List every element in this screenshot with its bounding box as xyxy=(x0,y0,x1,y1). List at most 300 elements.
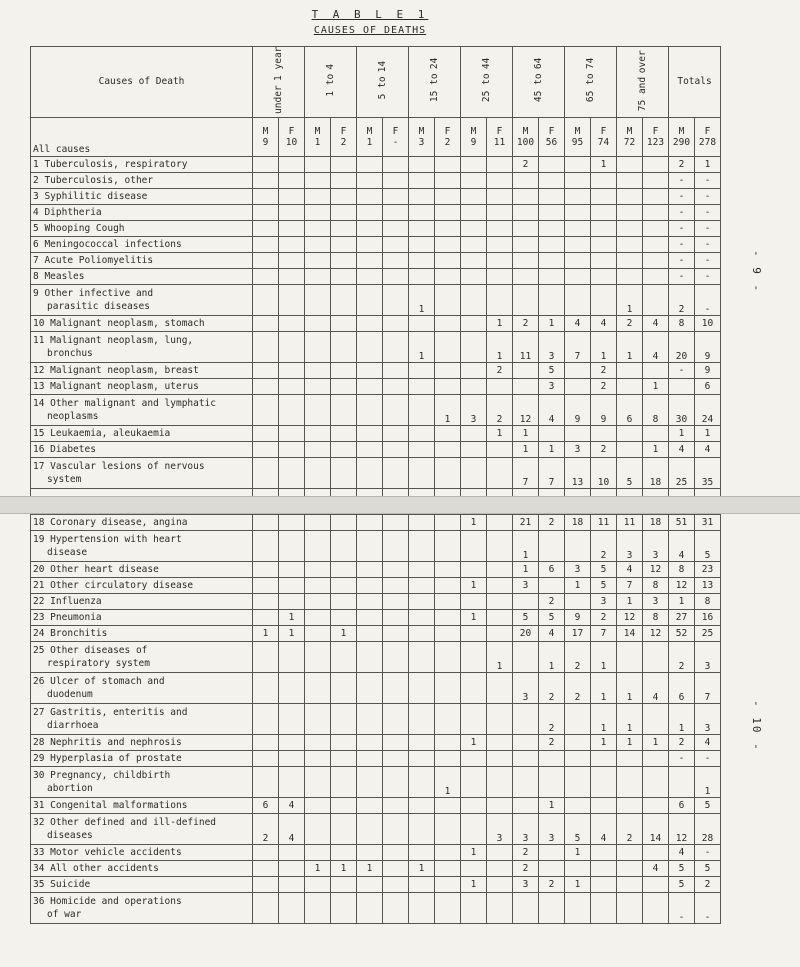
table-cell: - xyxy=(669,268,695,284)
table-cell: 5 xyxy=(695,798,721,814)
table-cell xyxy=(253,362,279,378)
table-cell xyxy=(331,704,357,735)
table-cell xyxy=(435,284,461,315)
table-cell xyxy=(643,798,669,814)
cause-line: 20 Other heart disease xyxy=(33,564,159,575)
table-cell: 7 xyxy=(695,673,721,704)
table-cell: 3 xyxy=(695,704,721,735)
table-cell: 3 xyxy=(539,331,565,362)
table-cell xyxy=(279,845,305,861)
table-cell xyxy=(565,268,591,284)
table-cell xyxy=(565,236,591,252)
table-cell: 2 xyxy=(513,845,539,861)
cause-name xyxy=(31,735,253,751)
table-cell xyxy=(565,861,591,877)
table-cell: 8 xyxy=(695,594,721,610)
table-cell xyxy=(383,893,409,924)
table-cell xyxy=(357,893,383,924)
table-cell xyxy=(279,515,305,531)
table-cell xyxy=(461,172,487,188)
table-cell xyxy=(357,172,383,188)
table-cell xyxy=(461,236,487,252)
table-cell xyxy=(461,284,487,315)
table-cell: 1 xyxy=(331,626,357,642)
table-cell xyxy=(435,425,461,441)
table-cell xyxy=(357,767,383,798)
table-cell xyxy=(591,236,617,252)
cause-name xyxy=(31,893,253,924)
table-row xyxy=(31,331,721,362)
table-cell xyxy=(305,220,331,236)
table-cell xyxy=(565,751,591,767)
header-age-group xyxy=(305,47,357,118)
table-cell: 6 xyxy=(695,378,721,394)
table-cell: 1 xyxy=(461,845,487,861)
header-age-group xyxy=(409,47,461,118)
table-cell: 9 xyxy=(565,394,591,425)
sex-label: F xyxy=(392,125,399,137)
cause-line: 26 Ulcer of stomach and xyxy=(33,676,165,687)
age-group-line: 45 to xyxy=(533,73,544,103)
table-cell xyxy=(357,441,383,457)
table-cell xyxy=(409,751,435,767)
cause-line: 1 Tuberculosis, respiratory xyxy=(33,158,188,170)
table-cell xyxy=(565,594,591,610)
table-cell xyxy=(539,578,565,594)
table-cell xyxy=(539,172,565,188)
table-cell: 8 xyxy=(669,315,695,331)
table-row xyxy=(31,441,721,457)
table-cell xyxy=(617,642,643,673)
cause-line: 27 Gastritis, enteritis and xyxy=(33,707,188,718)
table-cell xyxy=(383,562,409,578)
cause-name xyxy=(31,515,253,531)
age-group-label xyxy=(585,58,596,102)
table-cell xyxy=(643,172,669,188)
table-cell: 12 xyxy=(669,814,695,845)
table-cell: 1 xyxy=(461,515,487,531)
all-causes-cell xyxy=(461,117,487,156)
table-cell xyxy=(435,315,461,331)
table-cell xyxy=(331,578,357,594)
table-row xyxy=(31,362,721,378)
table-cell xyxy=(279,767,305,798)
table-cell xyxy=(383,845,409,861)
table-cell xyxy=(565,531,591,562)
table-cell: - xyxy=(695,172,721,188)
table-cell xyxy=(253,893,279,924)
table-cell xyxy=(487,704,513,735)
table-cell xyxy=(279,172,305,188)
table-cell xyxy=(331,284,357,315)
header-age-group xyxy=(253,47,305,118)
table-cell xyxy=(591,798,617,814)
table-cell: 1 xyxy=(253,626,279,642)
cause-name xyxy=(31,425,253,441)
table-cell xyxy=(383,457,409,488)
table-cell: 2 xyxy=(669,735,695,751)
table-cell xyxy=(357,845,383,861)
table-cell: - xyxy=(669,893,695,924)
table-cell xyxy=(461,893,487,924)
all-causes-cell xyxy=(409,117,435,156)
age-group-line: 1 to xyxy=(325,73,336,97)
table-cell xyxy=(487,531,513,562)
table-cell xyxy=(487,284,513,315)
table-cell xyxy=(331,204,357,220)
table-cell: 2 xyxy=(591,378,617,394)
table-cell: 1 xyxy=(591,642,617,673)
table-cell: 3 xyxy=(539,814,565,845)
table-cell xyxy=(305,515,331,531)
table-cell xyxy=(487,204,513,220)
table-cell xyxy=(591,220,617,236)
table-cell: 1 xyxy=(565,877,591,893)
table-cell xyxy=(279,704,305,735)
all-causes-value: 1 xyxy=(366,136,373,148)
cause-line: 5 Whooping Cough xyxy=(33,222,125,234)
table-cell xyxy=(435,331,461,362)
table-cell xyxy=(253,441,279,457)
table-cell: 6 xyxy=(669,673,695,704)
table-cell xyxy=(565,362,591,378)
table-cell xyxy=(253,172,279,188)
table-cell xyxy=(539,268,565,284)
table-cell xyxy=(279,642,305,673)
cause-name xyxy=(31,188,253,204)
table-cell xyxy=(435,204,461,220)
table-cell xyxy=(565,188,591,204)
table-cell xyxy=(357,394,383,425)
table-cell xyxy=(253,252,279,268)
table-cell xyxy=(305,751,331,767)
table-row xyxy=(31,735,721,751)
table-cell xyxy=(305,315,331,331)
cause-line-continued: of war xyxy=(47,909,82,920)
table-cell xyxy=(409,610,435,626)
table-cell xyxy=(461,268,487,284)
header-age-group xyxy=(461,47,513,118)
cause-line: 36 Homicide and operations xyxy=(33,896,182,907)
page-number-top: - 9 - xyxy=(750,250,763,294)
cause-line: 35 Suicide xyxy=(33,879,91,890)
table-cell xyxy=(253,331,279,362)
table-cell xyxy=(461,642,487,673)
page-number-bottom: - 10 - xyxy=(750,700,763,752)
cause-name xyxy=(31,562,253,578)
all-causes-value: 278 xyxy=(698,136,717,148)
table-cell xyxy=(487,172,513,188)
table-cell: 1 xyxy=(565,578,591,594)
table-cell: 1 xyxy=(487,315,513,331)
table-cell: 7 xyxy=(617,578,643,594)
table-cell xyxy=(591,268,617,284)
cause-line: 17 Vascular lesions of nervous xyxy=(33,460,205,472)
table-cell xyxy=(331,156,357,172)
table-cell: 1 xyxy=(513,425,539,441)
all-causes-cell xyxy=(279,117,305,156)
table-cell: 52 xyxy=(669,626,695,642)
cause-name xyxy=(31,394,253,425)
table-cell xyxy=(279,457,305,488)
table-cell: 6 xyxy=(669,798,695,814)
table-cell xyxy=(513,751,539,767)
table-cell xyxy=(565,893,591,924)
all-causes-cell xyxy=(487,117,513,156)
table-cell xyxy=(435,626,461,642)
table-cell xyxy=(305,578,331,594)
table-cell xyxy=(253,284,279,315)
table-cell xyxy=(487,735,513,751)
table-cell xyxy=(435,236,461,252)
table-cell xyxy=(409,735,435,751)
table-cell xyxy=(435,642,461,673)
table-cell xyxy=(461,531,487,562)
table-cell: 28 xyxy=(695,814,721,845)
table-cell xyxy=(305,642,331,673)
table-row xyxy=(31,578,721,594)
table-cell xyxy=(513,798,539,814)
all-causes-value: 290 xyxy=(672,136,691,148)
table-cell: 4 xyxy=(539,626,565,642)
all-causes-value: 74 xyxy=(597,136,610,148)
table-cell xyxy=(279,394,305,425)
sex-label: F xyxy=(600,125,607,137)
table-cell xyxy=(383,751,409,767)
table-cell xyxy=(253,236,279,252)
table-row xyxy=(31,814,721,845)
table-cell xyxy=(643,767,669,798)
table-cell xyxy=(383,767,409,798)
table-cell: 6 xyxy=(253,798,279,814)
table-cell: 11 xyxy=(591,515,617,531)
table-cell xyxy=(357,378,383,394)
table-cell: 20 xyxy=(669,331,695,362)
table-cell: 1 xyxy=(539,642,565,673)
table-cell xyxy=(253,378,279,394)
header-age-group xyxy=(565,47,617,118)
table-cell: - xyxy=(669,252,695,268)
table-cell: 4 xyxy=(669,441,695,457)
table-cell xyxy=(305,877,331,893)
table-cell xyxy=(279,331,305,362)
table-cell xyxy=(461,767,487,798)
age-group-line: 64 xyxy=(533,58,544,70)
table-cell xyxy=(461,798,487,814)
table-cell: 14 xyxy=(643,814,669,845)
table-cell xyxy=(279,378,305,394)
all-causes-value: 1 xyxy=(314,136,321,148)
table-cell xyxy=(409,394,435,425)
table-row xyxy=(31,704,721,735)
table-cell: 3 xyxy=(513,814,539,845)
table-cell xyxy=(487,457,513,488)
all-causes-value: 2 xyxy=(340,136,347,148)
table-cell: 13 xyxy=(565,457,591,488)
table-row xyxy=(31,751,721,767)
table-cell xyxy=(409,315,435,331)
table-cell: 13 xyxy=(695,578,721,594)
cause-line-continued: bronchus xyxy=(47,347,93,359)
table-cell: 2 xyxy=(539,673,565,704)
table-cell: 5 xyxy=(591,562,617,578)
table-cell: 4 xyxy=(643,673,669,704)
table-cell xyxy=(305,673,331,704)
table-cell xyxy=(357,457,383,488)
table-cell xyxy=(383,284,409,315)
table-cell: 1 xyxy=(695,156,721,172)
all-causes-cell xyxy=(331,117,357,156)
header-age-group xyxy=(617,47,669,118)
table-cell xyxy=(513,594,539,610)
table-cell: 17 xyxy=(565,626,591,642)
cause-line: 12 Malignant neoplasm, breast xyxy=(33,364,199,376)
sex-label: F xyxy=(704,125,711,137)
table-cell xyxy=(617,156,643,172)
table-cell xyxy=(253,220,279,236)
all-causes-cell xyxy=(383,117,409,156)
table-cell xyxy=(383,394,409,425)
header-age-group xyxy=(357,47,409,118)
table-cell xyxy=(331,673,357,704)
table-cell: 8 xyxy=(643,394,669,425)
table-cell xyxy=(331,877,357,893)
table-cell: 30 xyxy=(669,394,695,425)
cause-name xyxy=(31,626,253,642)
cause-name xyxy=(31,204,253,220)
page-break xyxy=(0,496,800,514)
table-cell xyxy=(357,814,383,845)
table-cell: 1 xyxy=(279,626,305,642)
table-cell xyxy=(305,457,331,488)
table-cell: 2 xyxy=(617,814,643,845)
table-cell xyxy=(331,531,357,562)
table-cell: 4 xyxy=(643,315,669,331)
cause-name xyxy=(31,642,253,673)
sex-label: M xyxy=(574,125,581,137)
table-cell: 1 xyxy=(695,425,721,441)
cause-name xyxy=(31,798,253,814)
table-cell xyxy=(357,610,383,626)
table-cell xyxy=(253,531,279,562)
table-cell xyxy=(487,673,513,704)
table-subtitle: CAUSES OF DEATHS xyxy=(313,25,427,36)
table-cell: - xyxy=(695,751,721,767)
table-cell xyxy=(565,767,591,798)
all-causes-cell xyxy=(669,117,695,156)
table-cell xyxy=(643,220,669,236)
table-cell xyxy=(487,626,513,642)
table-cell xyxy=(565,220,591,236)
table-cell: 2 xyxy=(591,610,617,626)
table-cell xyxy=(617,425,643,441)
table-cell xyxy=(253,704,279,735)
table-cell xyxy=(357,626,383,642)
table-row xyxy=(31,531,721,562)
table-cell xyxy=(383,610,409,626)
table-row xyxy=(31,252,721,268)
table-cell: 2 xyxy=(695,877,721,893)
table-cell: 20 xyxy=(513,626,539,642)
table-cell: 3 xyxy=(539,378,565,394)
age-group-label xyxy=(377,61,388,99)
table-cell xyxy=(461,673,487,704)
table-cell xyxy=(305,798,331,814)
sex-label: M xyxy=(418,125,425,137)
table-cell xyxy=(435,735,461,751)
table-cell xyxy=(253,594,279,610)
table-cell xyxy=(409,562,435,578)
table-cell: 21 xyxy=(513,515,539,531)
table-cell xyxy=(435,893,461,924)
table-cell xyxy=(539,220,565,236)
all-causes-value: 11 xyxy=(493,136,506,148)
table-cell xyxy=(513,735,539,751)
table-cell: 5 xyxy=(669,877,695,893)
table-cell: 12 xyxy=(643,562,669,578)
age-group-line: 4 xyxy=(325,64,336,70)
table-cell: 3 xyxy=(695,642,721,673)
table-cell xyxy=(539,188,565,204)
table-cell xyxy=(331,457,357,488)
table-cell xyxy=(435,441,461,457)
table-cell xyxy=(305,188,331,204)
age-group-line: 25 to xyxy=(481,73,492,103)
table-cell xyxy=(643,252,669,268)
table-cell: - xyxy=(669,362,695,378)
table-cell xyxy=(331,814,357,845)
causes-table-top xyxy=(30,46,721,512)
table-cell xyxy=(409,877,435,893)
table-cell xyxy=(331,172,357,188)
all-causes-value: 10 xyxy=(285,136,298,148)
table-cell xyxy=(357,220,383,236)
table-cell xyxy=(331,735,357,751)
table-row xyxy=(31,236,721,252)
table-cell: 1 xyxy=(617,284,643,315)
table-cell xyxy=(357,362,383,378)
sex-label: F xyxy=(496,125,503,137)
table-cell xyxy=(383,814,409,845)
table-cell xyxy=(461,751,487,767)
cause-name xyxy=(31,457,253,488)
table-cell xyxy=(461,704,487,735)
table-cell xyxy=(461,252,487,268)
table-cell: 10 xyxy=(591,457,617,488)
table-cell xyxy=(409,673,435,704)
cause-name xyxy=(31,156,253,172)
table-cell xyxy=(253,845,279,861)
table-cell xyxy=(539,204,565,220)
table-cell: 1 xyxy=(643,735,669,751)
age-group-label xyxy=(273,47,284,114)
table-cell xyxy=(357,425,383,441)
table-cell xyxy=(279,735,305,751)
table-cell xyxy=(409,845,435,861)
table-cell xyxy=(279,562,305,578)
all-causes-value: - xyxy=(392,136,399,148)
all-causes-value: 123 xyxy=(646,136,665,148)
table-cell: 3 xyxy=(643,594,669,610)
table-cell xyxy=(383,172,409,188)
table-cell xyxy=(331,220,357,236)
cause-line: 19 Hypertension with heart xyxy=(33,534,182,545)
table-cell xyxy=(305,594,331,610)
age-group-label xyxy=(325,64,336,97)
table-cell: 7 xyxy=(565,331,591,362)
table-cell xyxy=(461,626,487,642)
table-cell xyxy=(357,284,383,315)
